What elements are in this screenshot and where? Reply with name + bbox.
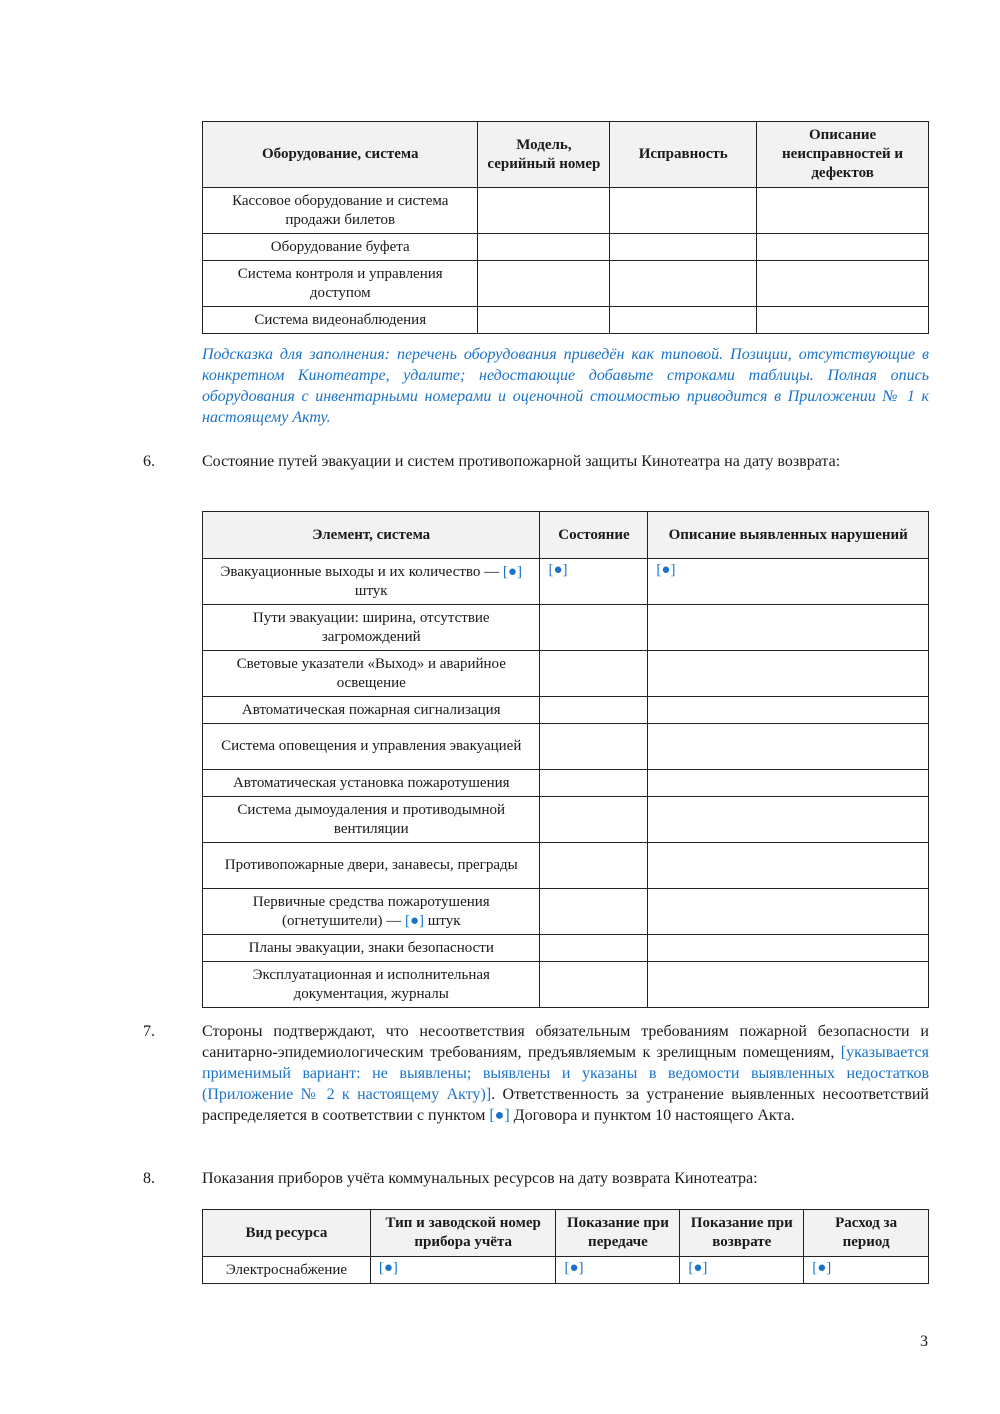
table-row [203,605,929,651]
table-header: Расход за период [804,1210,929,1257]
table-cell: Световые указатели «Выход» и аварийное освещение [203,651,540,697]
meters-table [202,1209,929,1284]
placeholder-marker[interactable]: [●] [370,1257,556,1284]
placeholder-marker[interactable]: [●] [680,1257,804,1284]
table-cell[interactable] [540,843,648,889]
table-row [203,962,929,1008]
table-cell[interactable] [540,724,648,770]
table-cell[interactable] [540,935,648,962]
item-number: 8. [143,1170,155,1187]
cell-text: штук [354,582,388,599]
placeholder-marker[interactable]: [●] [489,1107,510,1124]
table-row [203,188,929,234]
table-cell[interactable] [610,307,757,334]
list-item [143,1168,929,1189]
table-header: Состояние [540,512,648,559]
item-text: Состояние путей эвакуации и систем противопожарной защиты Кинотеатра на дату возврата: [202,453,841,470]
table-header: Показание при передаче [556,1210,680,1257]
table-cell: Противопожарные двери, занавесы, преграды [203,843,540,889]
table-row [203,697,929,724]
table-header: Элемент, система [203,512,540,559]
table-row [203,234,929,261]
placeholder-marker[interactable]: [●] [648,559,929,605]
table-header: Исправность [610,122,757,188]
table-cell[interactable] [648,605,929,651]
table-row [203,559,929,605]
item-number: 6. [143,453,155,470]
table-cell[interactable] [648,651,929,697]
item-text [202,1021,929,1126]
table-cell[interactable] [648,935,929,962]
table-cell[interactable] [478,307,610,334]
table-header: Тип и заводской номер прибора учёта [370,1210,556,1257]
table-row [203,797,929,843]
table-cell[interactable] [540,889,648,935]
table-cell[interactable] [610,234,757,261]
item-text: Показания приборов учёта коммунальных ресурсов на дату возврата Кинотеатра: [202,1170,758,1187]
table-cell[interactable] [648,797,929,843]
text-segment: . Ответственность за устранение выявленных несоответствий распределяется в соответствии с пунктом [202,1086,929,1124]
cell-text: Первичные средства пожаротушения (огнетушители) — [252,893,490,929]
placeholder-marker[interactable]: [●] [540,559,648,605]
table-cell: Система оповещения и управления эвакуацией [203,724,540,770]
table-cell[interactable] [648,962,929,1008]
table-cell: Система контроля и управления доступом [203,261,478,307]
table-cell: Автоматическая пожарная сигнализация [203,697,540,724]
table-cell[interactable] [757,307,929,334]
table-row [203,843,929,889]
table-row [203,261,929,307]
table-cell: Планы эвакуации, знаки безопасности [203,935,540,962]
table-cell[interactable] [478,261,610,307]
page-number: 3 [920,1333,928,1350]
table-cell: Электроснабжение [203,1257,371,1284]
table-cell[interactable] [540,605,648,651]
table-cell[interactable] [648,724,929,770]
equipment-table [202,121,929,334]
table-cell [203,559,540,605]
table-header: Модель, серийный номер [478,122,610,188]
text-segment: Стороны подтверждают, что несоответствия обязательным требованиям пожарной безопасности и санитарно-эпидемиологическим требованиям, предъявляемым к зрелищным помещениям, [202,1023,929,1061]
table-cell[interactable] [540,651,648,697]
list-item [143,451,929,472]
table-row [203,724,929,770]
table-cell[interactable] [540,962,648,1008]
placeholder-marker[interactable]: [●] [804,1257,929,1284]
placeholder-marker[interactable]: [●] [556,1257,680,1284]
table-cell: Оборудование буфета [203,234,478,261]
table-header: Описание неисправностей и дефектов [757,122,929,188]
table-row [203,889,929,935]
table-header: Оборудование, система [203,122,478,188]
table-cell: Система видеонаблюдения [203,307,478,334]
table-cell: Эксплуатационная и исполнительная документация, журналы [203,962,540,1008]
table-row [203,770,929,797]
table-cell[interactable] [610,261,757,307]
fire-safety-table [202,511,929,1008]
table-cell[interactable] [540,697,648,724]
table-cell[interactable] [757,261,929,307]
table-cell: Автоматическая установка пожаротушения [203,770,540,797]
table-cell: Кассовое оборудование и система продажи билетов [203,188,478,234]
table-row [203,307,929,334]
table-header: Описание выявленных нарушений [648,512,929,559]
table-row [203,935,929,962]
table-cell[interactable] [757,234,929,261]
text-segment: Договора и пунктом 10 настоящего Акта. [513,1107,795,1124]
table-cell[interactable] [648,770,929,797]
filling-hint: Подсказка для заполнения: перечень оборудования приведён как типовой. Позиции, отсутствующие в конкретном Кинотеатре, удалите; недостающие добавьте строками таблицы. Полная опись оборудования с инвентарными номерами и оценочной стоимостью приводится в Приложении № 1 к настоящему Акту. [202,346,929,426]
table-cell[interactable] [540,770,648,797]
item-number: 7. [143,1023,155,1040]
cell-text: штук [427,912,461,929]
variant-placeholder[interactable]: [указывается применимый вариант: не выявлены; выявлены и указаны в ведомости выявленных недостатков (Приложение № 2 к настоящему Акту)] [202,1044,929,1103]
placeholder-marker[interactable]: [●] [404,912,425,929]
table-cell: Пути эвакуации: ширина, отсутствие загромождений [203,605,540,651]
table-row [203,1257,929,1284]
cell-text: Эвакуационные выходы и их количество — [220,563,500,580]
table-cell[interactable] [757,188,929,234]
table-cell[interactable] [648,843,929,889]
table-header: Вид ресурса [203,1210,371,1257]
placeholder-marker[interactable]: [●] [502,563,522,580]
table-cell[interactable] [648,889,929,935]
table-cell[interactable] [648,697,929,724]
list-item [143,1021,929,1126]
table-cell[interactable] [540,797,648,843]
table-cell [203,889,540,935]
table-cell[interactable] [478,234,610,261]
table-row [203,651,929,697]
table-cell: Система дымоудаления и противодымной вентиляции [203,797,540,843]
table-header: Показание при возврате [680,1210,804,1257]
table-cell[interactable] [610,188,757,234]
table-cell[interactable] [478,188,610,234]
